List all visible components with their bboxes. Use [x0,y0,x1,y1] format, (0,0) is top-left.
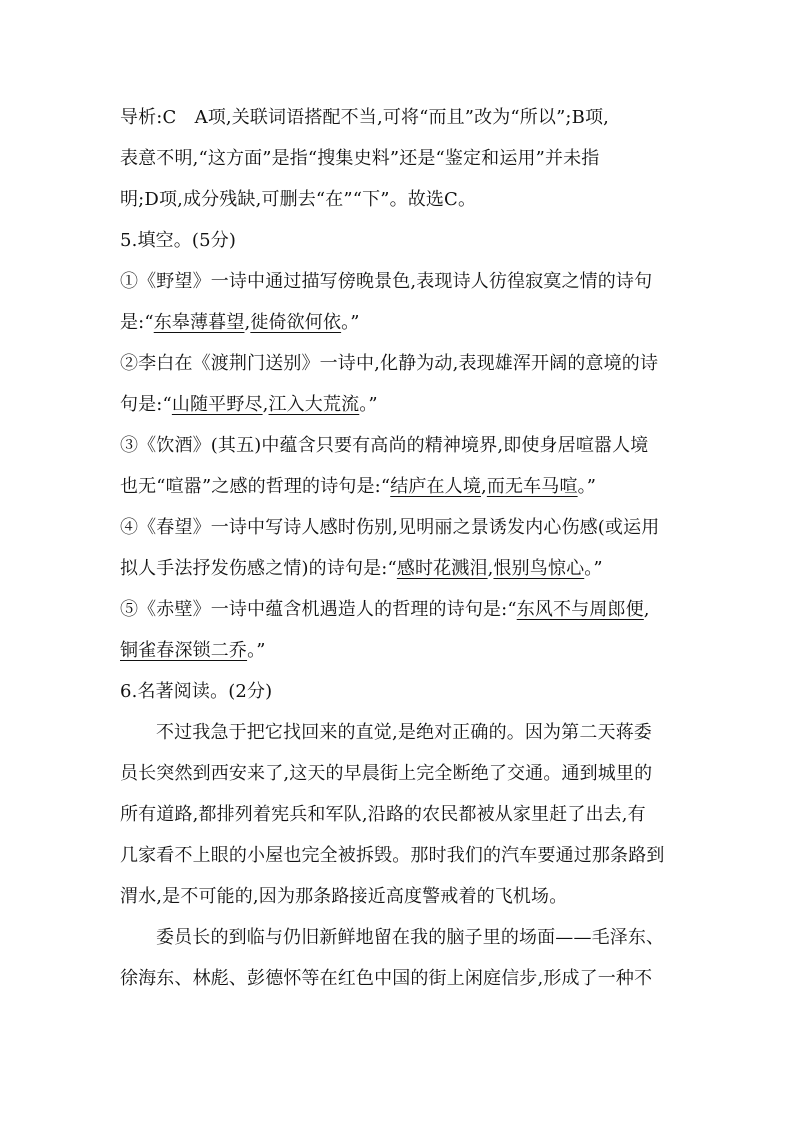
item-2-sep: , [262,394,269,415]
item-2-line-1: ②李白在《渡荆门送别》一诗中,化静为动,表现雄浑开阔的意境的诗 [120,353,659,374]
item-2-answer-a: 山随平野尽 [171,394,263,415]
item-1-line-2 [120,302,686,343]
item-3-suffix: 。” [577,476,597,497]
item-5-sep: , [643,599,650,620]
item-4-answer-b: 恨别鸟惊心 [493,558,585,579]
item-1-suffix: 。” [341,312,360,333]
item-2-answer-b: 江入大荒流 [268,394,360,415]
question-6-heading: 6.名著阅读。(2分) [120,681,273,702]
item-5-answer-a: 东风不与周郎便 [516,599,644,620]
item-1-prefix: 是:“ [120,312,154,333]
item-5-prefix: ⑤《赤壁》一诗中蕴含机遇造人的哲理的诗句是:“ [120,599,517,620]
item-1-line-1: ①《野望》一诗中通过描写傍晚景色,表现诗人彷徨寂寞之情的诗句 [120,271,653,292]
item-3-answer-b: 而无车马喧 [486,476,578,497]
item-4-prefix: 拟人手法抒发伤感之情)的诗句是:“ [120,558,397,579]
question-5 [120,220,686,671]
item-5-line-1 [120,589,686,630]
item-1-sep: , [244,312,251,333]
passage-1-line-4: 几家看不上眼的小屋也完全被拆毁。那时我们的汽车要通过那条路到 [120,845,665,866]
item-1-answer-b: 徙倚欲何依 [250,312,342,333]
item-3-prefix: 也无“喧嚣”之感的哲理的诗句是:“ [120,476,391,497]
question-6 [120,671,686,999]
item-4-suffix: 。” [584,558,603,579]
question-5-heading: 5.填空。(5分) [120,230,237,251]
item-3-line-1: ③《饮酒》(其五)中蕴含只要有高尚的精神境界,即使身居喧嚣人境 [120,435,649,456]
analysis-line-1: 导析:C A项,关联词语搭配不当,可将“而且”改为“所以”;B项, [120,107,610,128]
item-1-answer-a: 东皋薄暮望 [153,312,245,333]
item-3-sep: , [480,476,487,497]
analysis-line-3: 明;D项,成分残缺,可删去“在”“下”。故选C。 [120,189,477,210]
item-2-suffix: 。” [359,394,378,415]
answer-analysis [120,97,686,220]
passage-2-line-1: 委员长的到临与仍旧新鲜地留在我的脑子里的场面——毛泽东、 [156,927,665,948]
document-page [120,97,686,999]
passage-2-line-2: 徐海东、林彪、彭德怀等在红色中国的街上闲庭信步,形成了一种不 [120,968,653,989]
passage-1-line-5: 渭水,是不可能的,因为那条路接近高度警戒着的飞机场。 [120,886,568,907]
passage-1-line-3: 所有道路,都排列着宪兵和军队,沿路的农民都被从家里赶了出去,有 [120,804,646,825]
item-3-answer-a: 结庐在人境 [390,476,481,497]
item-4-answer-a: 感时花溅泪 [396,558,488,579]
item-5-suffix: 。” [247,640,266,661]
item-5-line-2 [120,630,686,671]
passage-1-line-2: 员长突然到西安来了,这天的早晨街上完全断绝了交通。通到城里的 [120,763,653,784]
item-4-line-1: ④《春望》一诗中写诗人感时伤别,见明丽之景诱发内心伤感(或运用 [120,517,660,538]
item-4-line-2 [120,548,686,589]
item-5-answer-b: 铜雀春深锁二乔 [120,640,248,661]
item-4-sep: , [487,558,494,579]
item-3-line-2 [120,466,686,507]
passage-1-line-1: 不过我急于把它找回来的直觉,是绝对正确的。因为第二天蒋委 [156,722,652,743]
item-2-prefix: 句是:“ [120,394,172,415]
item-2-line-2 [120,384,686,425]
analysis-line-2: 表意不明,“这方面”是指“搜集史料”还是“鉴定和运用”并未指 [120,148,600,169]
